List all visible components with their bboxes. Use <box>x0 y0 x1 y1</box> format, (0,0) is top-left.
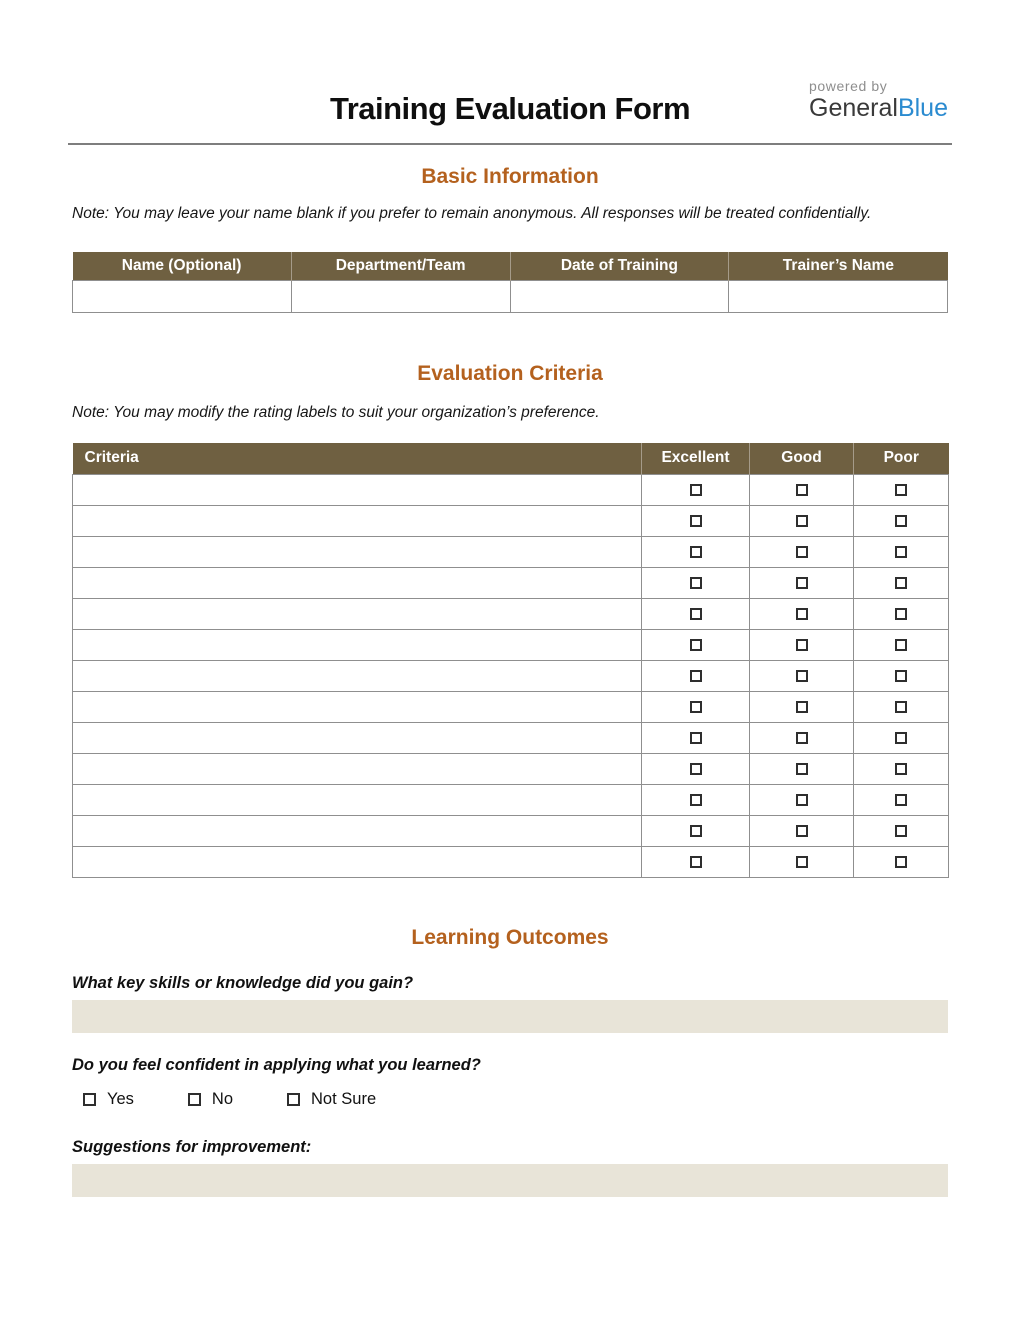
excellent-cell <box>642 475 750 506</box>
criteria-row <box>73 847 949 878</box>
brand-wordmark <box>809 94 948 123</box>
excellent-cell <box>642 816 750 847</box>
poor-cell <box>854 661 949 692</box>
criteria-column-header: Poor <box>854 443 949 475</box>
criteria-input-cell[interactable] <box>73 506 642 537</box>
excellent-checkbox[interactable] <box>690 515 702 527</box>
excellent-checkbox[interactable] <box>690 763 702 775</box>
confidence-options-group <box>72 1089 948 1109</box>
option-label: Not Sure <box>311 1089 377 1108</box>
criteria-input-cell[interactable] <box>73 568 642 599</box>
poor-checkbox[interactable] <box>895 546 907 558</box>
basic-input-cell[interactable] <box>291 280 510 312</box>
good-checkbox[interactable] <box>796 608 808 620</box>
poor-cell <box>854 568 949 599</box>
criteria-input-cell[interactable] <box>73 692 642 723</box>
option-checkbox[interactable] <box>287 1093 300 1106</box>
basic-input-cell[interactable] <box>510 280 729 312</box>
good-checkbox[interactable] <box>796 577 808 589</box>
criteria-row <box>73 537 949 568</box>
skills-answer-field[interactable] <box>72 1000 948 1033</box>
basic-column-header: Name (Optional) <box>73 252 292 280</box>
excellent-cell <box>642 785 750 816</box>
excellent-cell <box>642 661 750 692</box>
learning-outcomes-section <box>72 926 948 1197</box>
excellent-cell <box>642 537 750 568</box>
page-title: Training Evaluation Form <box>329 91 691 126</box>
suggestions-answer-field[interactable] <box>72 1164 948 1197</box>
excellent-cell <box>642 754 750 785</box>
basic-column-header: Date of Training <box>510 252 729 280</box>
section-heading-basic-information: Basic Information <box>421 165 599 188</box>
brand-general-text: General <box>809 94 898 122</box>
basic-table-header-row <box>73 252 948 280</box>
basic-column-header: Trainer’s Name <box>729 252 948 280</box>
excellent-checkbox[interactable] <box>690 794 702 806</box>
good-checkbox[interactable] <box>796 639 808 651</box>
criteria-table-header-row <box>73 443 949 475</box>
option-label: No <box>211 1089 234 1108</box>
criteria-column-header: Criteria <box>73 443 642 475</box>
poor-checkbox[interactable] <box>895 701 907 713</box>
excellent-checkbox[interactable] <box>690 732 702 744</box>
good-checkbox[interactable] <box>796 546 808 558</box>
poor-cell <box>854 692 949 723</box>
criteria-input-cell[interactable] <box>73 661 642 692</box>
poor-cell <box>854 630 949 661</box>
good-cell <box>750 785 854 816</box>
excellent-cell <box>642 599 750 630</box>
poor-checkbox[interactable] <box>895 732 907 744</box>
criteria-row <box>73 630 949 661</box>
good-cell <box>750 475 854 506</box>
excellent-checkbox[interactable] <box>690 484 702 496</box>
criteria-input-cell[interactable] <box>73 537 642 568</box>
evaluation-criteria-table <box>72 443 949 879</box>
poor-checkbox[interactable] <box>895 608 907 620</box>
poor-cell <box>854 847 949 878</box>
excellent-checkbox[interactable] <box>690 701 702 713</box>
poor-checkbox[interactable] <box>895 577 907 589</box>
good-checkbox[interactable] <box>796 484 808 496</box>
good-cell <box>750 568 854 599</box>
option-label: Yes <box>107 1089 134 1108</box>
poor-cell <box>854 754 949 785</box>
good-cell <box>750 537 854 568</box>
excellent-cell <box>642 847 750 878</box>
section-heading-evaluation-criteria: Evaluation Criteria <box>417 361 603 385</box>
good-checkbox[interactable] <box>796 670 808 682</box>
basic-input-cell[interactable] <box>73 280 292 312</box>
excellent-checkbox[interactable] <box>690 577 702 589</box>
good-cell <box>750 599 854 630</box>
poor-checkbox[interactable] <box>895 515 907 527</box>
criteria-row <box>73 785 949 816</box>
generalblue-logo <box>809 78 948 123</box>
criteria-input-cell[interactable] <box>73 847 642 878</box>
document-header <box>72 78 948 134</box>
poor-checkbox[interactable] <box>895 794 907 806</box>
excellent-checkbox[interactable] <box>690 639 702 651</box>
criteria-input-cell[interactable] <box>73 816 642 847</box>
poor-cell <box>854 785 949 816</box>
good-checkbox[interactable] <box>796 515 808 527</box>
good-cell <box>750 754 854 785</box>
criteria-input-cell[interactable] <box>73 785 642 816</box>
criteria-row <box>73 475 949 506</box>
basic-information-section <box>72 165 948 313</box>
good-checkbox[interactable] <box>796 794 808 806</box>
option-not-sure[interactable] <box>287 1090 376 1109</box>
header-divider <box>68 143 952 145</box>
excellent-cell <box>642 506 750 537</box>
good-checkbox[interactable] <box>796 763 808 775</box>
good-checkbox[interactable] <box>796 701 808 713</box>
criteria-row <box>73 754 949 785</box>
excellent-checkbox[interactable] <box>690 856 702 868</box>
evaluation-criteria-section <box>72 362 948 879</box>
option-yes[interactable] <box>83 1090 134 1109</box>
poor-cell <box>854 506 949 537</box>
criteria-input-cell[interactable] <box>73 475 642 506</box>
good-cell <box>750 847 854 878</box>
section-heading-learning-outcomes: Learning Outcomes <box>411 926 609 949</box>
option-checkbox[interactable] <box>188 1093 201 1106</box>
criteria-row <box>73 816 949 847</box>
good-cell <box>750 506 854 537</box>
criteria-row <box>73 723 949 754</box>
poor-checkbox[interactable] <box>895 856 907 868</box>
good-cell <box>750 816 854 847</box>
good-cell <box>750 723 854 754</box>
excellent-checkbox[interactable] <box>690 670 702 682</box>
excellent-cell <box>642 630 750 661</box>
skills-question-label: What key skills or knowledge did you gain? <box>72 974 414 992</box>
good-cell <box>750 661 854 692</box>
poor-checkbox[interactable] <box>895 825 907 837</box>
excellent-cell <box>642 568 750 599</box>
poor-checkbox[interactable] <box>895 639 907 651</box>
criteria-input-cell[interactable] <box>73 599 642 630</box>
poor-cell <box>854 723 949 754</box>
basic-information-table <box>72 252 948 313</box>
basic-column-header: Department/Team <box>291 252 510 280</box>
poor-checkbox[interactable] <box>895 763 907 775</box>
criteria-row <box>73 599 949 630</box>
excellent-checkbox[interactable] <box>690 608 702 620</box>
good-cell <box>750 630 854 661</box>
criteria-row <box>73 692 949 723</box>
basic-input-cell[interactable] <box>729 280 948 312</box>
criteria-row <box>73 661 949 692</box>
option-checkbox[interactable] <box>83 1093 96 1106</box>
brand-blue-text: Blue <box>897 94 948 122</box>
poor-cell <box>854 475 949 506</box>
poor-checkbox[interactable] <box>895 670 907 682</box>
good-cell <box>750 692 854 723</box>
criteria-input-cell[interactable] <box>73 754 642 785</box>
basic-table-input-row <box>73 280 948 312</box>
evaluation-criteria-note: Note: You may modify the rating labels to suit your organization’s preference. <box>72 403 600 421</box>
confidence-question-label: Do you feel confident in applying what you learned? <box>72 1056 481 1074</box>
poor-checkbox[interactable] <box>895 484 907 496</box>
criteria-table-body <box>73 475 949 878</box>
option-no[interactable] <box>188 1090 233 1109</box>
poor-cell <box>854 599 949 630</box>
good-checkbox[interactable] <box>796 825 808 837</box>
powered-by-text: powered by <box>809 78 888 94</box>
excellent-checkbox[interactable] <box>690 825 702 837</box>
basic-information-note: Note: You may leave your name blank if you prefer to remain anonymous. All responses will be treated confidentially. <box>72 205 872 222</box>
excellent-checkbox[interactable] <box>690 546 702 558</box>
excellent-cell <box>642 723 750 754</box>
criteria-row <box>73 568 949 599</box>
good-checkbox[interactable] <box>796 856 808 868</box>
criteria-column-header: Excellent <box>642 443 750 475</box>
suggestions-question-label: Suggestions for improvement: <box>72 1138 312 1156</box>
criteria-column-header: Good <box>750 443 854 475</box>
poor-cell <box>854 537 949 568</box>
criteria-row <box>73 506 949 537</box>
criteria-input-cell[interactable] <box>73 630 642 661</box>
excellent-cell <box>642 692 750 723</box>
criteria-input-cell[interactable] <box>73 723 642 754</box>
poor-cell <box>854 816 949 847</box>
good-checkbox[interactable] <box>796 732 808 744</box>
